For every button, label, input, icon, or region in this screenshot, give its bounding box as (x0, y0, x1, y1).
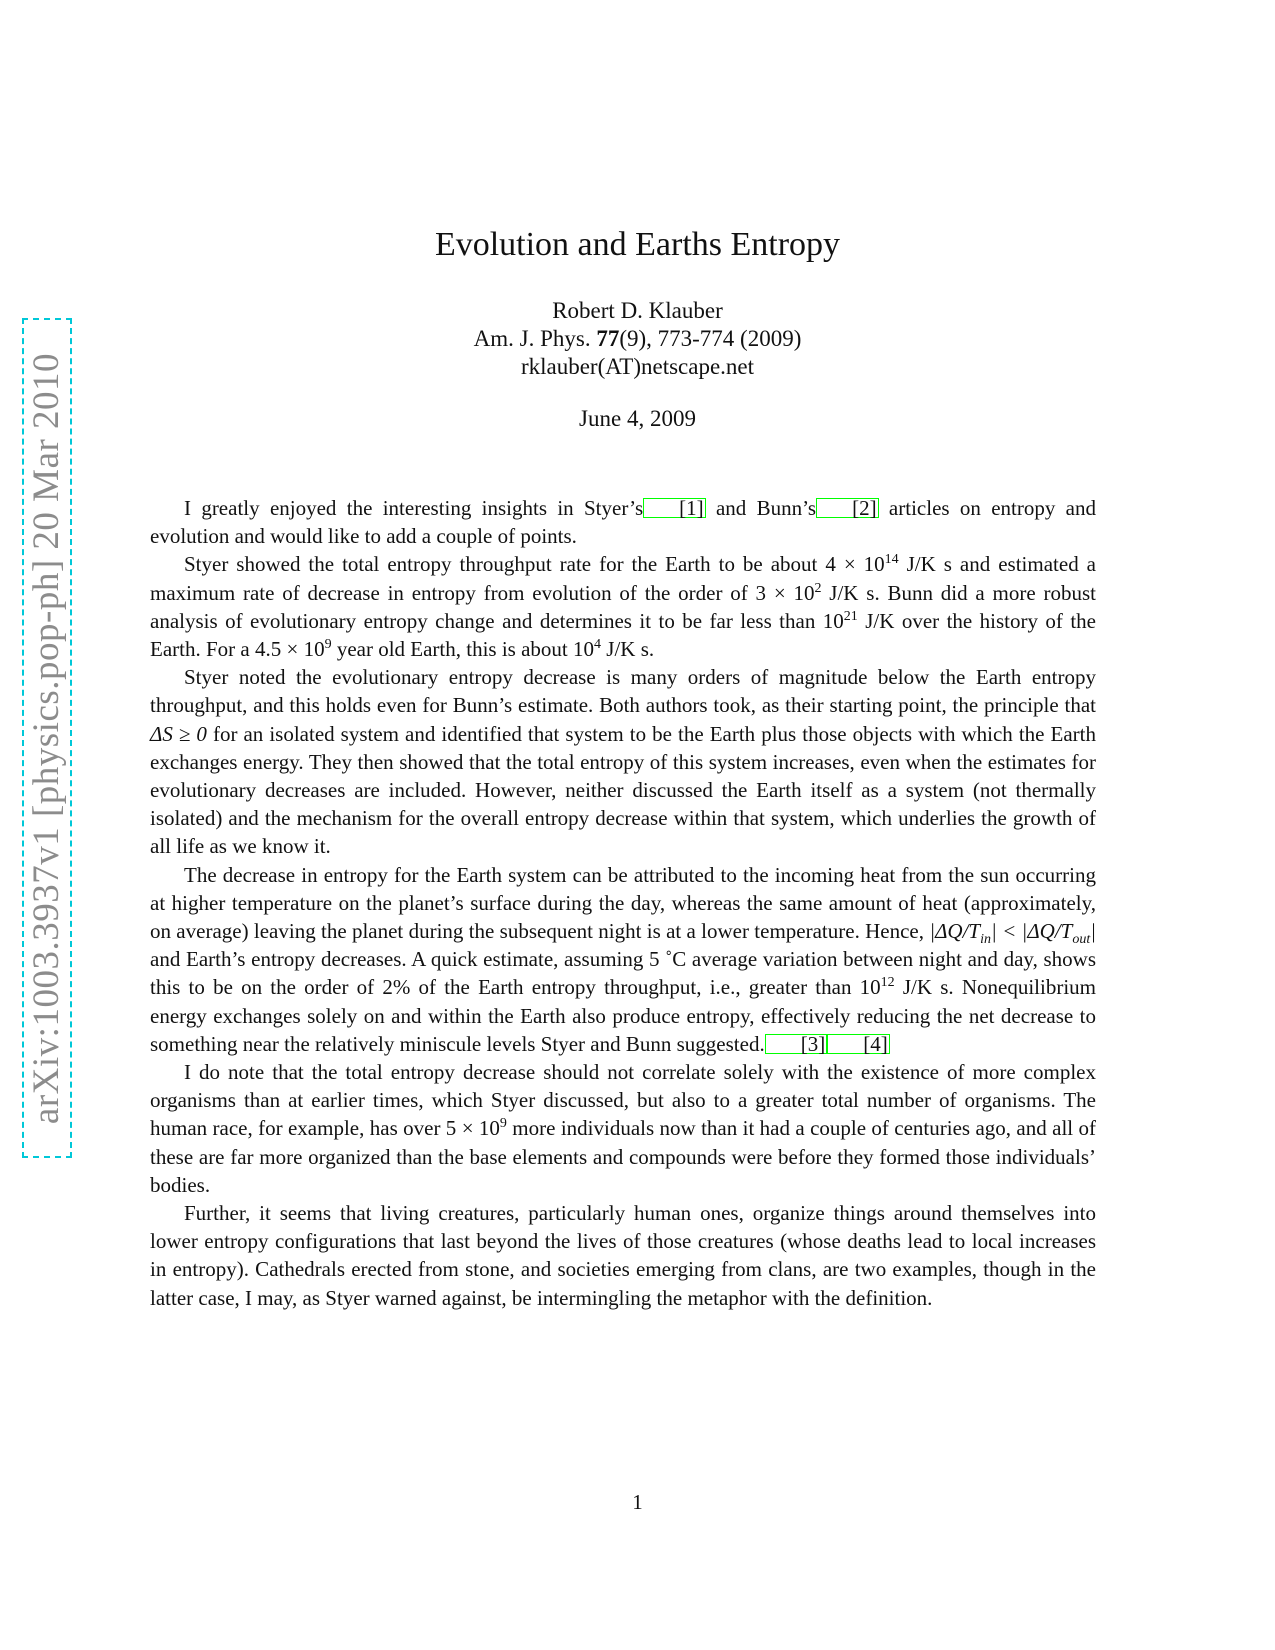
citation-link-2[interactable]: [2] (816, 498, 879, 518)
page-number: 1 (632, 1490, 643, 1514)
author-block (0, 297, 1275, 381)
journal-prefix: Am. J. Phys. (473, 326, 597, 351)
arxiv-sidebar-stamp (22, 318, 72, 1158)
heat-ratio-formula: $|\Delta Q/T_{in}| < |\Delta Q/T_{out}|$ (929, 919, 1096, 948)
paragraph-3: Styer noted the evolutionary entropy decrease is many orders of magnitude below the Earth entropy throughput, and this holds even for Bunn’s estimate. Both authors took, as their starting point, the principle that ΔS ≥ 0 for an isolated system and identified that system to be the Earth plus those objects with which the Earth exchanges energy. They then showed that the total entropy of this system increases, even when the estimates for evolutionary decreases are included. However, neither discussed the Earth itself as a system (not thermally isolated) and the mechanism for the overall entropy decrease within that system, which underlies the growth of all life as we know it. (150, 665, 1096, 859)
citation-link-3[interactable]: [3] (765, 1034, 828, 1054)
journal-volume: 77 (596, 326, 620, 351)
paragraph-6: Further, it seems that living creatures, particularly human ones, organize things around themselves into lower entropy configurations that last beyond the lives of those creatures (whose deaths lead to local increases in entropy). Cathedrals erected from stone, and societies emerging from clans, are two examples, though in the latter case, I may, as Styer warned against, be intermingling the metaphor with the definition. (150, 1201, 1096, 1310)
paper-title: Evolution and Earths Entropy (434, 226, 841, 263)
paragraph-2: Styer showed the total entropy throughput rate for the Earth to be about $4 \times 10^{14}$ J/K s and estimated a maximum rate of decrease in entropy from evolution of the order of $3 \times 10^2$ J/K s. Bunn did a more robust analysis of evolutionary entropy change and determines it to be far less than $10^{21}$ J/K over the history of the Earth. For a $4.5 \times 10^9$ year old Earth, this is about $10^4$ J/K s. (150, 552, 1097, 662)
citation-link-4[interactable]: [4] (827, 1034, 890, 1054)
body-text (150, 494, 1096, 1312)
citation-link-1[interactable]: [1] (643, 498, 706, 518)
journal-suffix: (9), 773-774 (2009) (619, 326, 802, 351)
author-name: Robert D. Klauber (552, 298, 723, 323)
arxiv-identifier: arXiv:1003.3937v1 [physics.pop-ph] 20 Mar 2010 (26, 352, 68, 1124)
paragraph-5: I do note that the total entropy decrease should not correlate solely with the existence of more complex organisms than at earlier times, which Styer discussed, but also to a greater total number of organisms. The human race, for example, has over $5 \times 10^9$ more individuals now than it had a couple of centuries ago, and all of these are far more organized than the base elements and compounds were before they formed those individuals’ bodies. (150, 1060, 1096, 1197)
author-email: rklauber(AT)netscape.net (520, 354, 755, 379)
paragraph-1: I greatly enjoyed the interesting insights in Styer’s [1] and Bunn’s [2] articles on entropy and evolution and would like to add a couple of points. (150, 496, 1096, 549)
paper-date: June 4, 2009 (579, 406, 696, 431)
paragraph-4: The decrease in entropy for the Earth system can be attributed to the incoming heat from the sun occurring at higher temperature on the planet’s surface during the day, whereas the same amount of heat (approximately, on average) leaving the planet during the subsequent night is at a lower temperature. Hence, $|\Delta Q/T_{in}| < |\Delta Q/T_{out}|$ and Earth’s entropy decreases. A quick estimate, assuming 5 ˚C average variation between night and day, shows this to be on the order of 2% of the Earth entropy throughput, i.e., greater than $10^{12}$ J/K s. Nonequilibrium energy exchanges solely on and within the Earth also produce entropy, effectively reducing the net decrease to something near the relatively miniscule levels Styer and Bunn suggested. [3] [4] (150, 862, 1096, 1056)
journal-reference (0, 325, 1275, 353)
inequality-formula: ΔS ≥ 0 (150, 721, 207, 746)
